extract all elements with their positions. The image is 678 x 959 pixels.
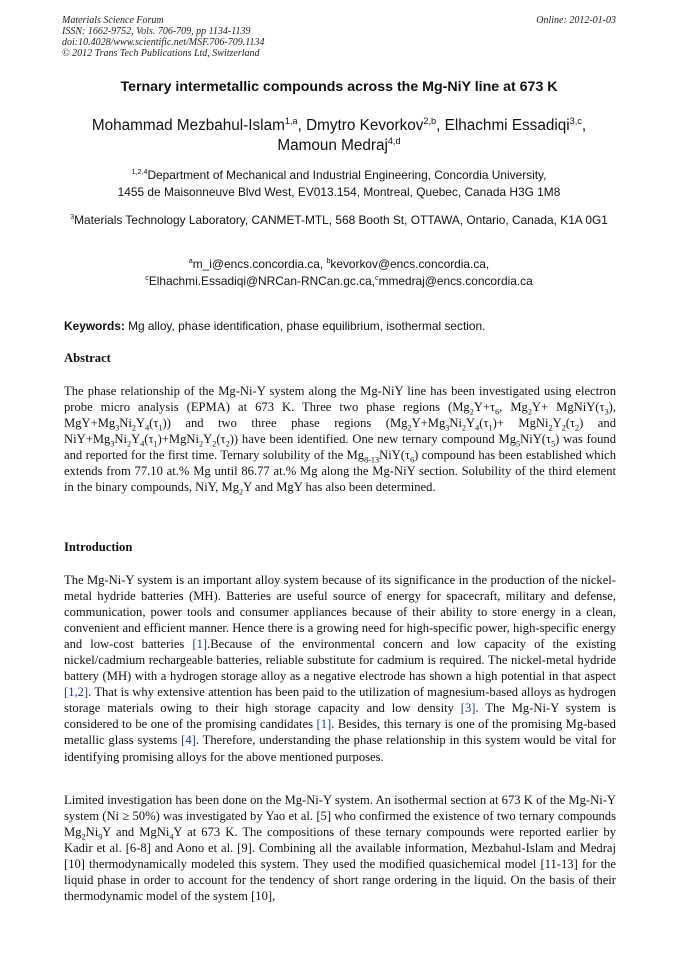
- email-a[interactable]: m_i@encs.concordia.ca,: [192, 257, 327, 271]
- author-2-affil: 2,b: [423, 115, 437, 126]
- author-1: Mohammad Mezbahul-Islam: [91, 117, 285, 134]
- journal-header: [62, 15, 616, 59]
- citation-link[interactable]: [1]: [316, 717, 332, 732]
- author-list: [40, 116, 638, 156]
- author-1-affil: 1,a: [284, 115, 298, 126]
- affiliation-3-marker: 3: [70, 213, 75, 222]
- affiliation-1-line2: 1455 de Maisonneuve Blvd West, EV013.154, Montreal, Quebec, Canada H3G 1M8: [117, 185, 561, 199]
- email-d[interactable]: mmedraj@encs.concordia.ca: [378, 274, 533, 288]
- journal-name: Materials Science Forum: [62, 15, 164, 26]
- abstract-text: The phase relationship of the Mg-Ni-Y system along the Mg-NiY line has been investigated using electron probe micro analysis (EPMA) at 673 K. Three two phase regions ($Mg_2Y+\tau_6$, $Mg_2Y+$ $MgNiY(\tau_3)$, $MgY+Mg_3Ni_2Y_4(\tau_1)$) and two three phase regions ($Mg_2Y+Mg_3Ni_2Y_4(\tau_1)+$ $MgNi_2Y_2(\tau_2)$ and $NiY+Mg_3Ni_2Y_4(\tau_1)+MgNi_2Y_2(\tau_2)$) have been identified. One new ternary compound $Mg_5NiY(\tau_5)$ was found and reported for the first time. Ternary solubility of the $Mg_{8-13}NiY(\tau_6)$ compound has been established which extends from 77.10 at.% Mg until 86.77 at.% Mg along the Mg-NiY section. Solubility of the third element in the binary compounds, NiY, $Mg_2Y$ and MgY has also been determined.: [64, 384, 616, 497]
- online-date: Online: 2012-01-03: [536, 15, 616, 26]
- introduction-heading: Introduction: [64, 540, 133, 554]
- keywords-text: Mg alloy, phase identification, phase equilibrium, isothermal section.: [124, 319, 486, 333]
- introduction-paragraph-2: Limited investigation has been done on the Mg-Ni-Y system. An isothermal section at 673 K of the Mg-Ni-Y system (Ni ≥ 50%) was investigated by Yao et al. [5] who confirmed the existence of two ternary compounds $Mg_2Ni_9Y$ and MgNi$_4$Y at 673 K. The compositions of these ternary compounds were reported earlier by Kadir et al. [6-8] and Aono et al. [9]. Combining all the available information, Mezbahul-Islam and Medraj [10] thermodynamically modeled this system. They used the modified quasichemical model [11-13] for the liquid phase in order to account for the tendency of short range ordering in the liquid. On the basis of their thermodynamic model of the system [10],: [64, 793, 616, 904]
- email-c-marker: c: [145, 274, 149, 283]
- paper-title: Ternary intermetallic compounds across the Mg-NiY line at 673 K: [120, 79, 558, 95]
- author-4: Mamoun Medraj: [277, 137, 388, 154]
- issn-line: ISSN: 1662-9752, Vols. 706-709, pp 1134-1139: [62, 26, 251, 37]
- introduction-paragraph-1: The Mg-Ni-Y system is an important alloy system because of its significance in the production of the nickel-metal hydride batteries (MH). Batteries are useful source of energy for spacecraft, military and defense, communication, power tools and consumer appliances because of their ability to store energy in a clean, convenient and efficient manner. Hence there is a growing need for high-specific power, high-specific energy and low-cost batteries [1].Because of the environmental concern and low capacity of the existing nickel/cadmium rechargeable batteries, reliable substitute for cadmium is required. The nickel-metal hydride battery (MH) with a hydrogen storage alloy as a negative electrode has shown a high potential in that aspect [1,2]. That is why extensive attention has been paid to the utilization of magnesium-based alloys as hydrogen storage materials owing to their high storage capacity and low density [3]. The Mg-Ni-Y system is considered to be one of the promising candidates [1]. Besides, this ternary is one of the promising Mg-based metallic glass systems [4]. Therefore, understanding the phase relationship in this system would be vital for identifying promising alloys for the above mentioned purposes.: [64, 573, 616, 764]
- email-d-marker: c: [375, 274, 379, 283]
- keywords-line: [64, 319, 616, 333]
- email-block: [40, 256, 638, 290]
- affiliation-1: [40, 167, 638, 201]
- abstract-heading: Abstract: [64, 351, 111, 365]
- citation-link[interactable]: [3]: [460, 701, 476, 716]
- author-2: , Dmytro Kevorkov: [297, 117, 424, 134]
- author-3: , Elhachmi Essadiqi: [436, 117, 570, 134]
- affiliation-3: [40, 212, 638, 229]
- citation-link[interactable]: [4]: [181, 733, 196, 748]
- author-3-affil: 3,c: [569, 115, 582, 126]
- affiliation-3-text: Materials Technology Laboratory, CANMET-MTL, 568 Booth St, OTTAWA, Ontario, Canada, K1A 0G1: [74, 213, 608, 227]
- email-b[interactable]: kevorkov@encs.concordia.ca,: [330, 257, 490, 271]
- citation-link[interactable]: [1]: [192, 637, 208, 652]
- citation-link[interactable]: [1,2]: [64, 685, 89, 700]
- copyright-line: © 2012 Trans Tech Publications Ltd, Switzerland: [62, 48, 260, 59]
- author-4-affil: 4,d: [387, 135, 401, 146]
- keywords-label: Keywords:: [64, 319, 125, 333]
- doi-line: doi:10.4028/www.scientific.net/MSF.706-709.1134: [62, 37, 265, 48]
- author-3-tail: ,: [581, 117, 587, 134]
- email-a-marker: a: [188, 257, 193, 266]
- affiliation-1-line1: Department of Mechanical and Industrial Engineering, Concordia University,: [147, 168, 547, 182]
- affiliation-1-marker: 1,2,4: [131, 168, 148, 177]
- email-b-marker: b: [326, 257, 331, 266]
- email-c[interactable]: Elhachmi.Essadiqi@NRCan-RNCan.gc.ca,: [148, 274, 375, 288]
